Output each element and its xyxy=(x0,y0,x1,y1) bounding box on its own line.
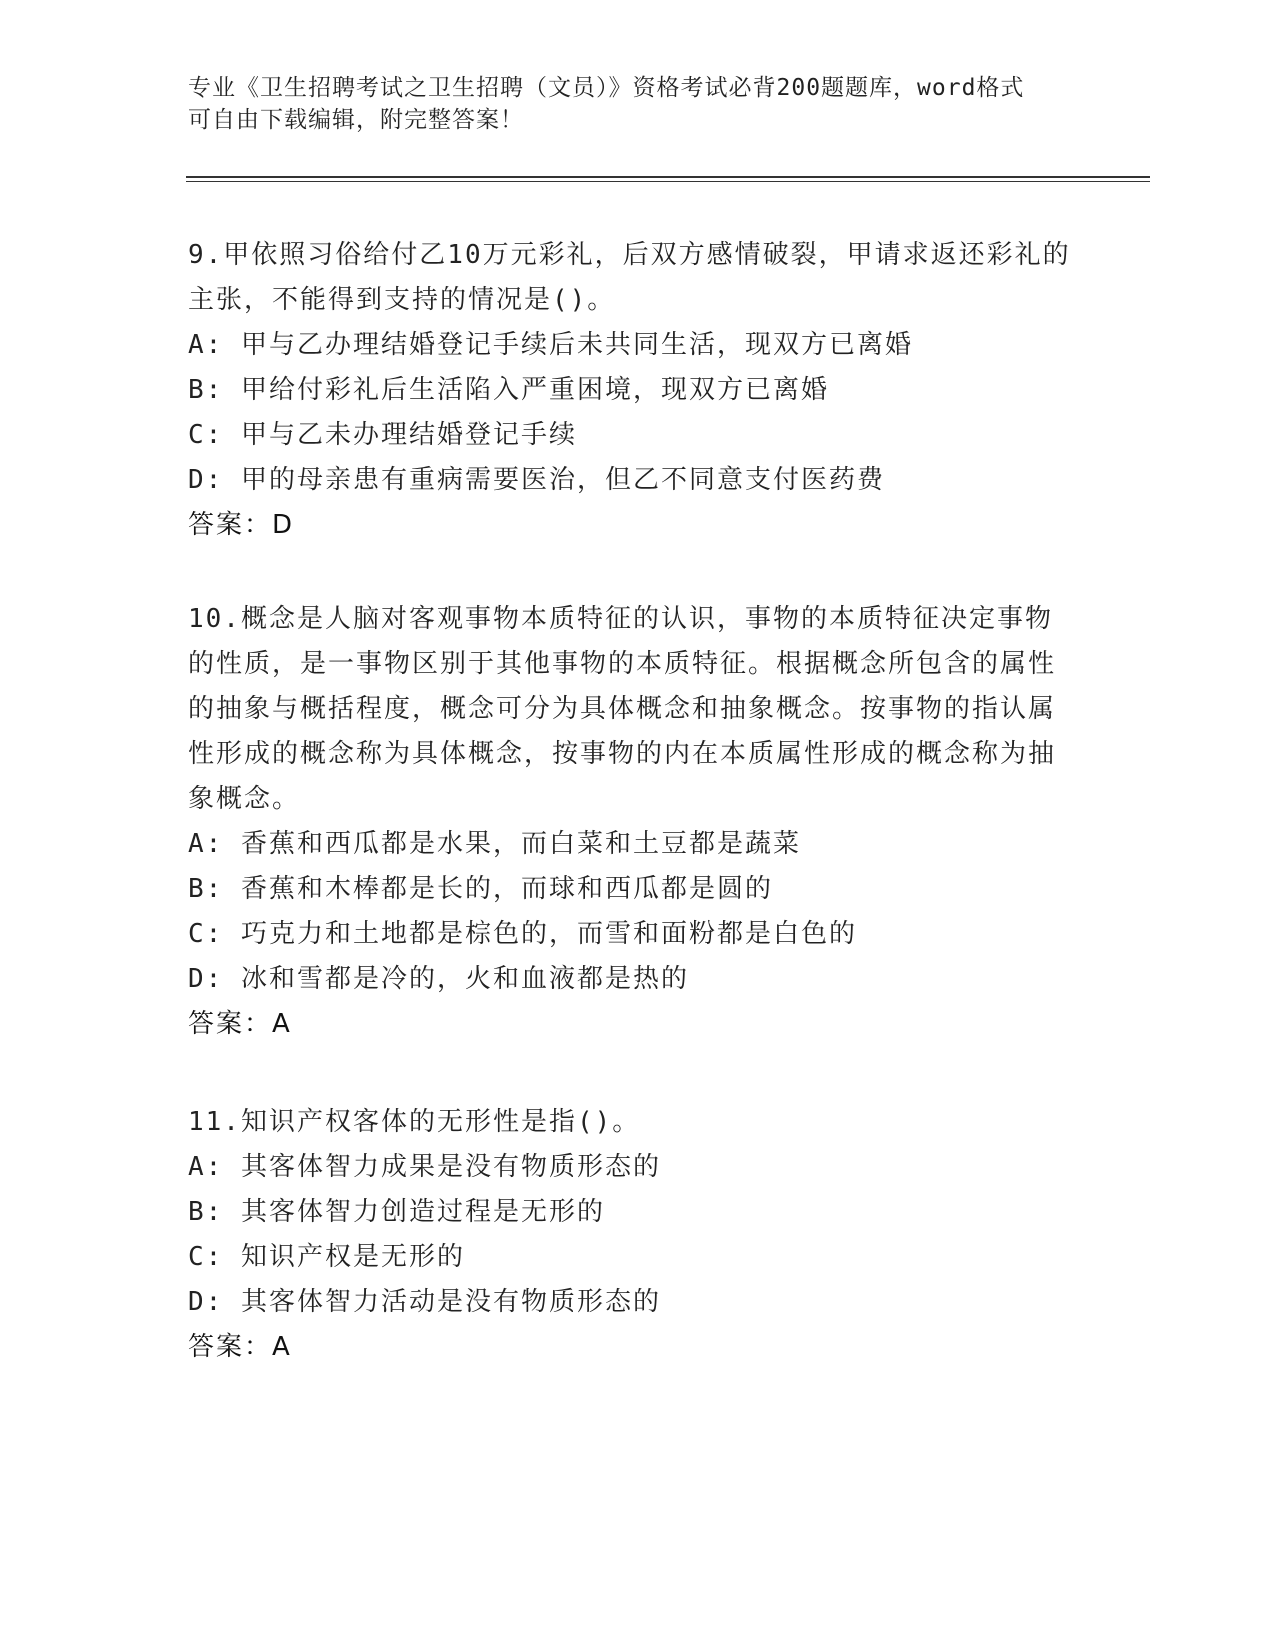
header-divider-thick xyxy=(186,176,1150,178)
answer-label: 答案：A xyxy=(188,1009,292,1039)
option-a: A: 甲与乙办理结婚登记手续后未共同生活，现双方已离婚 xyxy=(188,330,913,360)
question-stem: 10.概念是人脑对客观事物本质特征的认识，事物的本质特征决定事物的性质，是一事物区别于其他事物的本质特征。根据概念所包含的属性的抽象与概括程度，概念可分为具体概念和抽象概念。按事物的指认属性形成的概念称为具体概念，按事物的内在本质属性形成的概念称为抽象概念。 xyxy=(188,604,1057,814)
option-a: A: 其客体智力成果是没有物质形态的 xyxy=(188,1152,661,1182)
option-b: B: 甲给付彩礼后生活陷入严重困境，现双方已离婚 xyxy=(188,375,829,405)
option-d: D: 其客体智力活动是没有物质形态的 xyxy=(188,1287,661,1317)
answer-label: 答案：D xyxy=(188,510,295,540)
header-line-1: 专业《卫生招聘考试之卫生招聘（文员）》资格考试必背200题题库，word格式 xyxy=(188,75,1025,101)
option-c: C: 巧克力和土地都是棕色的，而雪和面粉都是白色的 xyxy=(188,919,857,949)
option-d: D: 冰和雪都是冷的，火和血液都是热的 xyxy=(188,964,689,994)
question-stem: 9.甲依照习俗给付乙10万元彩礼，后双方感情破裂，甲请求返还彩礼的主张，不能得到支持的情况是()。 xyxy=(188,240,1071,315)
option-d: D: 甲的母亲患有重病需要医治，但乙不同意支付医药费 xyxy=(188,465,885,495)
question-11 xyxy=(188,1100,1078,1370)
question-10 xyxy=(188,597,1078,1047)
option-b: B: 香蕉和木棒都是长的，而球和西瓜都是圆的 xyxy=(188,874,773,904)
header-divider-thin xyxy=(186,181,1150,182)
question-stem: 11.知识产权客体的无形性是指()。 xyxy=(188,1107,641,1137)
header-line-2: 可自由下载编辑，附完整答案！ xyxy=(188,107,524,133)
option-b: B: 其客体智力创造过程是无形的 xyxy=(188,1197,605,1227)
document-header xyxy=(188,72,1068,136)
option-c: C: 知识产权是无形的 xyxy=(188,1242,465,1272)
option-c: C: 甲与乙未办理结婚登记手续 xyxy=(188,420,577,450)
answer-label: 答案：A xyxy=(188,1332,292,1362)
option-a: A: 香蕉和西瓜都是水果，而白菜和土豆都是蔬菜 xyxy=(188,829,801,859)
question-9 xyxy=(188,233,1078,548)
